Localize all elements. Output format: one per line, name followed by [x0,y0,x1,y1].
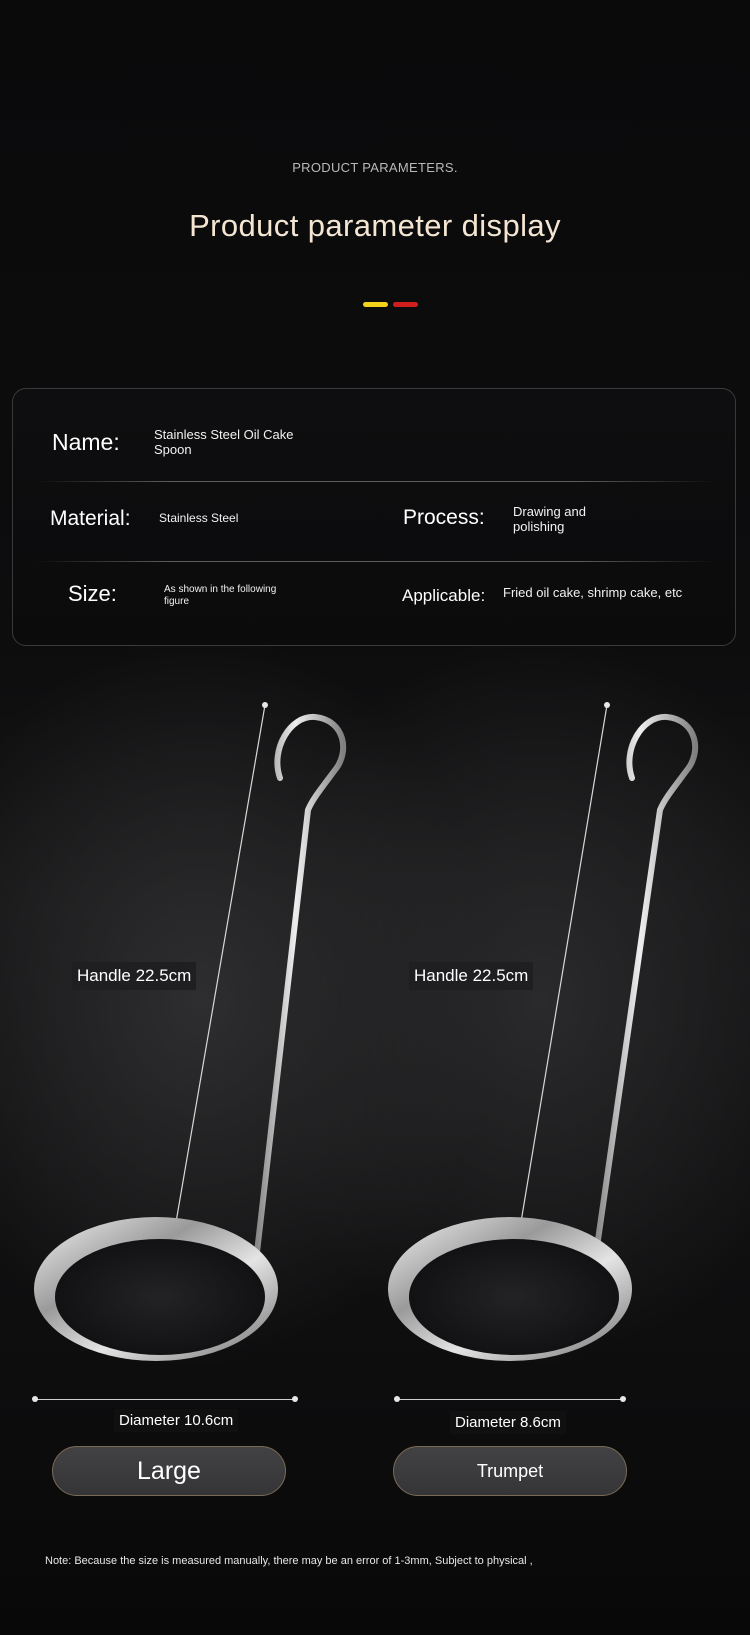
diameter-dot [292,1396,298,1402]
accent-bar-yellow [363,302,388,307]
diameter-line-trumpet [397,1399,623,1400]
ladle-handle [585,717,695,1330]
ladle-handle [248,717,343,1330]
size-value: As shown in the following figure [164,584,277,607]
diameter-label-large: Diameter 10.6cm [114,1409,238,1432]
process-label: Process: [403,506,485,529]
measure-dot [262,702,268,708]
material-value: Stainless Steel [159,511,239,525]
diameter-line-large [35,1399,295,1400]
ladle-large-image [0,690,360,1390]
diameter-dot [32,1396,38,1402]
process-value: Drawing and polishing [513,504,586,534]
ladle-bowl [409,1239,619,1355]
measure-dot [604,702,610,708]
size-label: Size: [68,581,117,606]
material-label: Material: [50,507,131,530]
measurement-note: Note: Because the size is measured manually, there may be an error of 1-3mm, Subject to physical , [45,1555,533,1567]
row-divider [35,481,715,482]
parameter-card [12,388,736,646]
name-label: Name: [52,429,120,455]
size-button-large[interactable] [52,1446,286,1496]
size-button-label: Large [137,1456,201,1485]
size-button-label: Trumpet [476,1460,544,1481]
diameter-dot [394,1396,400,1402]
applicable-label: Applicable: [402,586,486,605]
size-button-trumpet[interactable] [393,1446,627,1496]
handle-length-label-large: Handle 22.5cm [72,962,196,990]
section-title: Product parameter display [189,208,561,243]
ladle-bowl [55,1239,265,1355]
name-value: Stainless Steel Oil Cake Spoon [154,427,294,457]
handle-length-label-trumpet: Handle 22.5cm [409,962,533,990]
diameter-label-trumpet: Diameter 8.6cm [450,1411,566,1434]
applicable-value: Fried oil cake, shrimp cake, etc [503,585,683,600]
ladle-trumpet-image [370,690,730,1390]
row-divider [35,561,715,562]
diameter-dot [620,1396,626,1402]
accent-bar-red [393,302,418,307]
section-subtitle: PRODUCT PARAMETERS. [292,160,458,175]
